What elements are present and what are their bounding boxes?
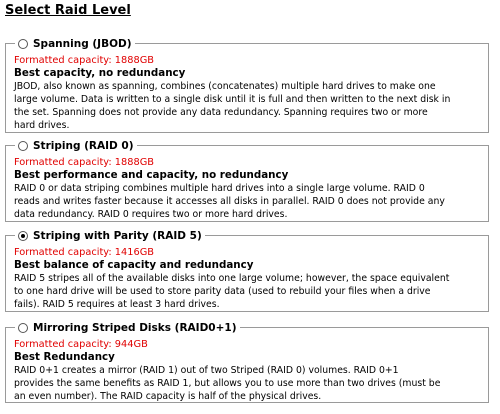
description-line: RAID 0+1 creates a mirror (RAID 1) out of two Striped (RAID 0) volumes. RAID 0+1 bbox=[14, 365, 399, 376]
formatted-capacity: Formatted capacity: 1888GB bbox=[14, 55, 155, 66]
option-tagline: Best balance of capacity and redundancy bbox=[14, 259, 254, 271]
option-legend[interactable] bbox=[15, 228, 205, 243]
option-body bbox=[14, 156, 484, 221]
option-tagline: Best Redundancy bbox=[14, 351, 115, 363]
option-legend[interactable] bbox=[15, 320, 240, 335]
radio-spanning[interactable] bbox=[18, 39, 28, 49]
description-line: JBOD, also known as spanning, combines (concatenates) multiple hard drives to make one bbox=[14, 81, 436, 92]
formatted-capacity: Formatted capacity: 1416GB bbox=[14, 247, 155, 258]
description-line: hard drives. bbox=[14, 120, 70, 131]
option-description bbox=[14, 80, 484, 132]
option-body bbox=[14, 338, 484, 403]
description-line: fails). RAID 5 requires at least 3 hard drives. bbox=[14, 299, 220, 310]
description-line: data redundancy. RAID 0 requires two or more hard drives. bbox=[14, 209, 288, 220]
option-description bbox=[14, 182, 484, 221]
description-line: large volume. Data is written to a single disk until it is full and then written to the next disk in bbox=[14, 94, 451, 105]
raid-option-raid01 bbox=[5, 321, 489, 403]
formatted-capacity: Formatted capacity: 1888GB bbox=[14, 157, 155, 168]
option-legend[interactable] bbox=[15, 36, 135, 51]
description-line: to one hard drive will be used to store parity data (used to rebuild your files when a drive bbox=[14, 286, 431, 297]
option-label-raid0[interactable]: Striping (RAID 0) bbox=[33, 139, 134, 152]
option-body bbox=[14, 54, 484, 132]
option-description bbox=[14, 364, 484, 403]
formatted-capacity: Formatted capacity: 944GB bbox=[14, 339, 148, 350]
description-line: RAID 5 stripes all of the available disks into one large volume; however, the space equivalent bbox=[14, 273, 450, 284]
option-label-raid01[interactable]: Mirroring Striped Disks (RAID0+1) bbox=[33, 321, 237, 334]
option-label-spanning[interactable]: Spanning (JBOD) bbox=[33, 37, 132, 50]
raid-option-raid0 bbox=[5, 139, 489, 222]
radio-raid01[interactable] bbox=[18, 323, 28, 333]
page-title: Select Raid Level bbox=[5, 3, 131, 18]
option-legend[interactable] bbox=[15, 138, 137, 153]
description-line: RAID 0 or data striping combines multiple hard drives into a single large volume. RAID 0 bbox=[14, 183, 425, 194]
raid-option-spanning bbox=[5, 37, 489, 133]
description-line: the set. Spanning does not provide any data redundancy. Spanning requires two or more bbox=[14, 107, 428, 118]
description-line: provides the same benefits as RAID 1, but allows you to use more than two drives (must be bbox=[14, 378, 441, 389]
radio-raid0[interactable] bbox=[18, 141, 28, 151]
option-description bbox=[14, 272, 484, 311]
option-tagline: Best capacity, no redundancy bbox=[14, 67, 186, 79]
description-line: an even number). The RAID capacity is half of the physical drives. bbox=[14, 391, 322, 402]
option-tagline: Best performance and capacity, no redundancy bbox=[14, 169, 289, 181]
radio-raid5[interactable] bbox=[18, 231, 28, 241]
raid-option-raid5 bbox=[5, 229, 489, 312]
description-line: reads and writes faster because it accesses all disks in parallel. RAID 0 does not provide any bbox=[14, 196, 445, 207]
option-label-raid5[interactable]: Striping with Parity (RAID 5) bbox=[33, 229, 202, 242]
option-body bbox=[14, 246, 484, 311]
